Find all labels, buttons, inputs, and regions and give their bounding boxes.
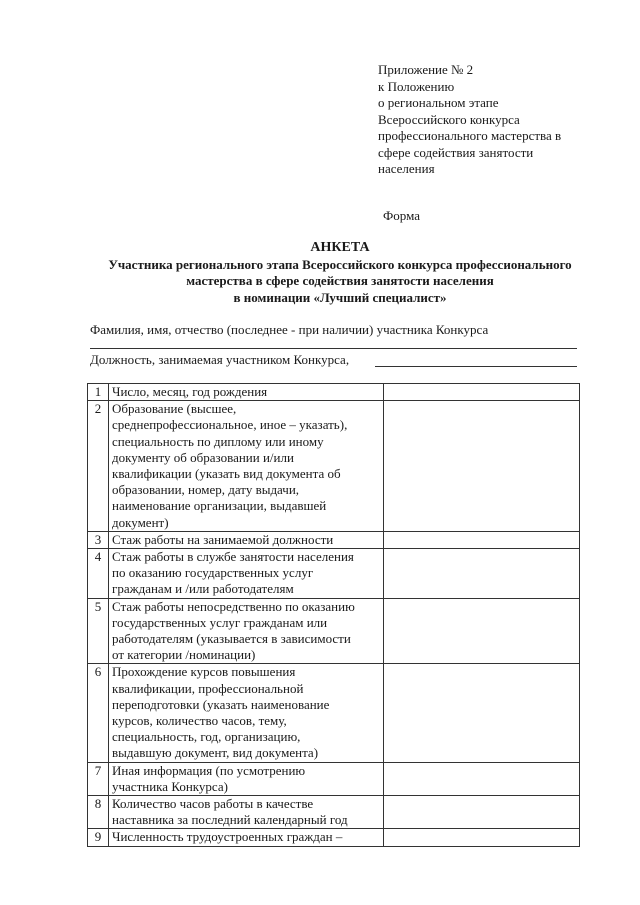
row-value-cell[interactable] — [384, 549, 580, 599]
table-row — [88, 384, 580, 401]
document-title — [60, 240, 620, 306]
row-label-line: документу об образовании и/или — [112, 449, 294, 465]
appendix-line: Приложение № 2 — [378, 62, 474, 77]
row-label-line: специальность по диплому или иному — [112, 433, 324, 449]
row-value-cell[interactable] — [384, 401, 580, 532]
appendix-line: Всероссийского конкурса — [378, 111, 520, 127]
table-row — [88, 762, 580, 795]
row-label — [109, 384, 384, 401]
row-label-line: Прохождение курсов повышения — [112, 664, 296, 680]
title-heading: АНКЕТА — [310, 240, 370, 255]
row-label-line: специальность, год, организацию, — [112, 729, 301, 745]
row-label-line: выдавшую документ, вид документа) — [112, 745, 319, 761]
row-label — [109, 664, 384, 762]
row-value-cell[interactable] — [384, 796, 580, 829]
table-row — [88, 598, 580, 664]
appendix-line: профессионального мастерства в — [378, 128, 562, 143]
row-number: 3 — [88, 531, 109, 548]
row-value-cell[interactable] — [384, 762, 580, 795]
row-number: 8 — [88, 796, 109, 829]
row-number: 5 — [88, 598, 109, 664]
row-number: 9 — [88, 829, 109, 846]
table-row — [88, 796, 580, 829]
fio-label: Фамилия, имя, отчество (последнее - при наличии) участника Конкурса — [90, 322, 489, 337]
row-value-cell[interactable] — [384, 384, 580, 401]
row-label — [109, 401, 384, 532]
row-label-line: гражданам и /или работодателям — [112, 581, 294, 597]
row-label-line: Иная информация (по усмотрению — [112, 762, 306, 778]
title-line: мастерства в сфере содействия занятости населения — [186, 273, 494, 288]
row-label-line: Образование (высшее, — [112, 401, 237, 417]
row-label-line: наименование организации, выдавшей — [112, 498, 327, 514]
title-line: в номинации «Лучший специалист» — [233, 289, 447, 305]
row-label-line: курсов, количество часов, тему, — [112, 713, 287, 729]
row-value-cell[interactable] — [384, 531, 580, 548]
row-label-line: образовании, номер, дату выдачи, — [112, 482, 300, 498]
row-label-line: участника Конкурса) — [112, 778, 228, 794]
row-label — [109, 531, 384, 548]
appendix-line: сфере содействия занятости — [378, 144, 534, 160]
table-row — [88, 829, 580, 846]
row-label-line: переподготовки (указать наименование — [112, 696, 330, 712]
row-label-line: квалификации, профессиональной — [112, 680, 304, 696]
row-label-line: Стаж работы на занимаемой должности — [112, 531, 334, 547]
row-label — [109, 549, 384, 599]
row-label-line: по оказанию государственных услуг — [112, 565, 314, 581]
row-label — [109, 829, 384, 846]
appendix-line: о региональном этапе — [378, 95, 499, 110]
row-label-line: Численность трудоустроенных граждан – — [112, 829, 343, 845]
row-label-line: наставника за последний календарный год — [112, 812, 348, 828]
row-label — [109, 762, 384, 795]
table-row — [88, 549, 580, 599]
row-value-cell[interactable] — [384, 664, 580, 762]
row-value-cell[interactable] — [384, 829, 580, 846]
row-value-cell[interactable] — [384, 598, 580, 664]
appendix-block — [378, 62, 618, 178]
row-label-line: Количество часов работы в качестве — [112, 796, 314, 812]
position-input-line[interactable] — [375, 366, 577, 367]
row-number: 4 — [88, 549, 109, 599]
row-label-line: государственных услуг гражданам или — [112, 614, 328, 630]
row-label-line: работодателям (указывается в зависимости — [112, 631, 351, 647]
row-number: 2 — [88, 401, 109, 532]
form-label: Форма — [383, 208, 420, 223]
appendix-line: населения — [378, 161, 435, 176]
row-label — [109, 796, 384, 829]
row-label — [109, 598, 384, 664]
row-label-line: Число, месяц, год рождения — [112, 384, 268, 399]
row-number: 7 — [88, 762, 109, 795]
title-line: Участника регионального этапа Всероссийского конкурса профессионального — [108, 256, 572, 272]
row-label-line: Стаж работы в службе занятости населения — [112, 549, 354, 565]
table-row — [88, 531, 580, 548]
row-label-line: от категории /номинации) — [112, 647, 256, 663]
questionnaire-table — [87, 383, 580, 847]
row-label-line: квалификации (указать вид документа об — [112, 466, 341, 482]
row-label-line: Стаж работы непосредственно по оказанию — [112, 598, 355, 614]
appendix-line: к Положению — [378, 78, 455, 94]
table-row — [88, 664, 580, 762]
fio-input-line[interactable] — [90, 348, 577, 349]
row-number: 6 — [88, 664, 109, 762]
row-number: 1 — [88, 384, 109, 401]
position-label: Должность, занимаемая участником Конкурса, — [90, 352, 350, 367]
table-row — [88, 401, 580, 532]
row-label-line: среднепрофессиональное, иное – указать), — [112, 417, 348, 433]
row-label-line: документ) — [112, 514, 169, 530]
